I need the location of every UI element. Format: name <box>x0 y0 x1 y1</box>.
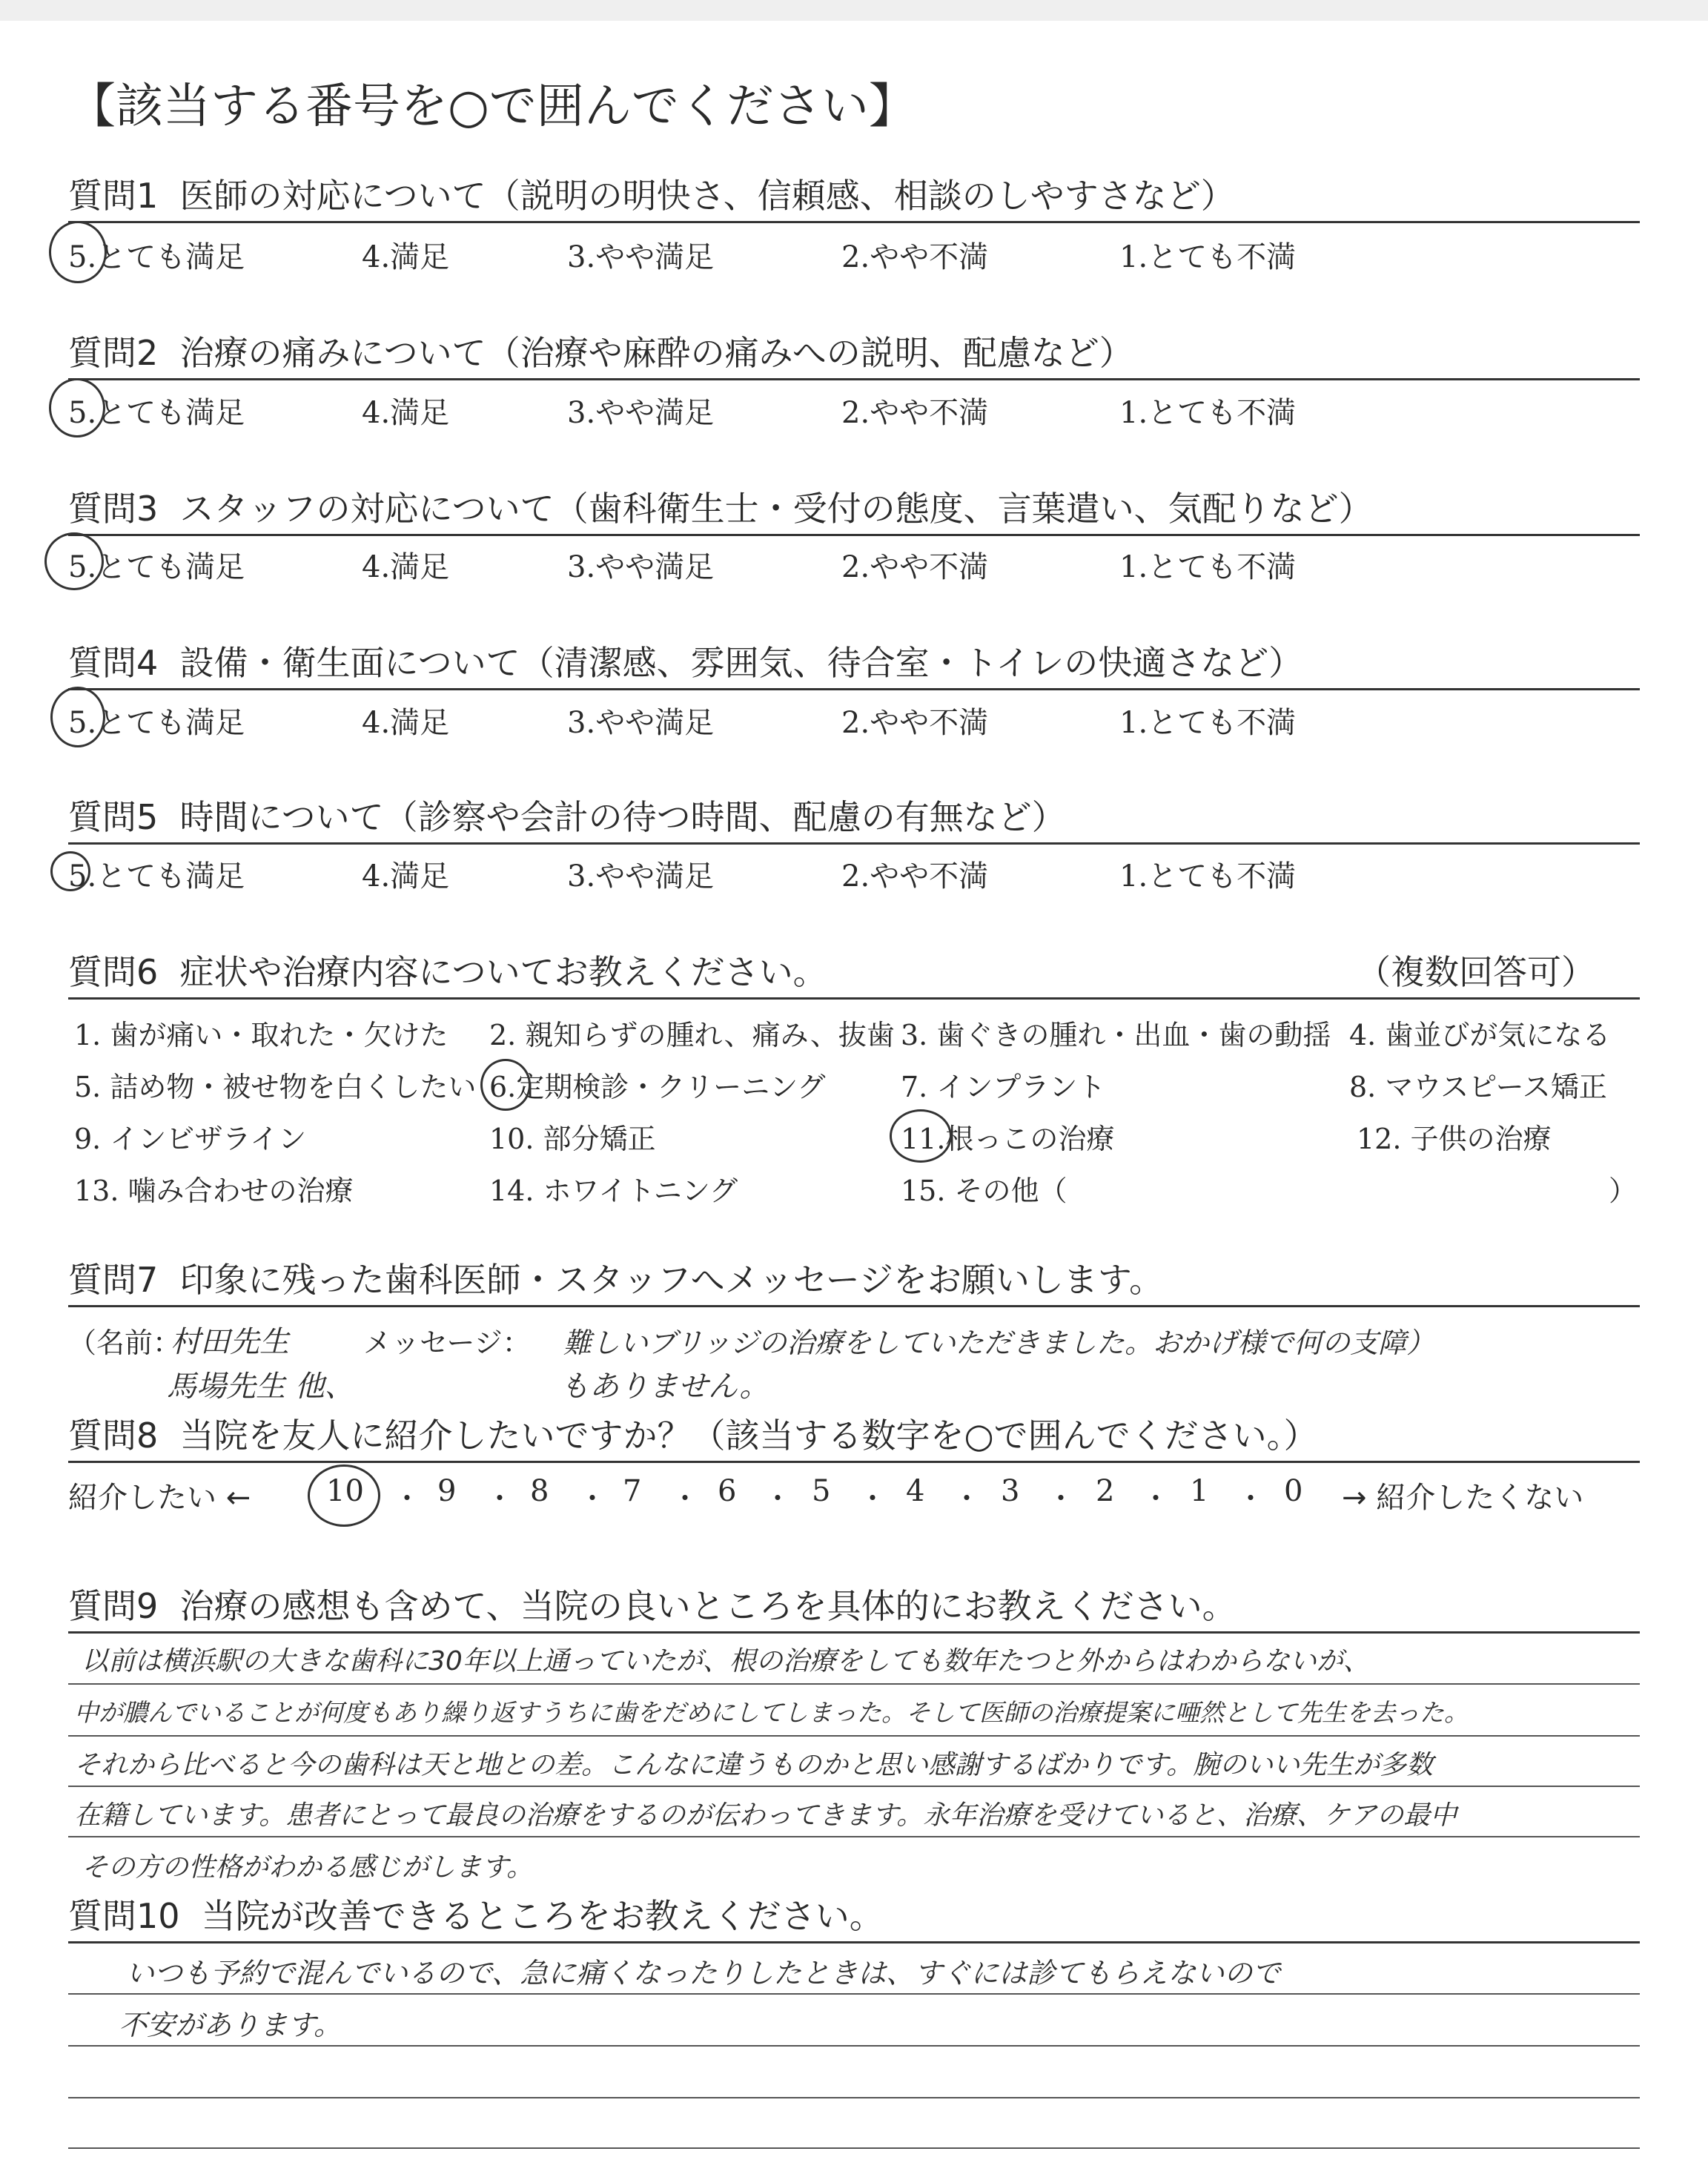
q10-label: 質問10 <box>68 1896 180 1936</box>
q7-name-line2: 馬場先生 他、 <box>167 1370 354 1404</box>
q5-option-2[interactable]: 2.やや不満 <box>841 859 989 894</box>
q8-dot: ・ <box>578 1482 607 1515</box>
q9-answer-rule <box>68 1786 1640 1787</box>
q9-answer-line2: 中が膿んでいることが何度もあり繰り返すうちに歯をだめにしてしまった。そして医師の治療提案に唖然として先生を去った。 <box>74 1698 1469 1727</box>
q4-selection-circle <box>50 687 105 747</box>
q8-scale-3[interactable]: 3 <box>1001 1474 1020 1508</box>
q6-item-1[interactable]: 1. 歯が痛い・取れた・欠けた <box>74 1019 448 1051</box>
q7-message-line2: もありません。 <box>560 1370 769 1404</box>
q1-option-1[interactable]: 1.とても不満 <box>1119 240 1297 274</box>
q3-heading <box>68 482 1373 531</box>
q2-rule <box>68 378 1640 380</box>
q4-rule <box>68 688 1640 690</box>
q6-item-6-selection-circle <box>480 1059 531 1111</box>
page-title: 【該当する番号を○で囲んでください】 <box>68 79 916 134</box>
q5-heading <box>68 790 1066 839</box>
q1-label: 質問1 <box>68 176 159 216</box>
q6-item-4[interactable]: 4. 歯並びが気になる <box>1349 1019 1611 1051</box>
q8-dot: ・ <box>1142 1482 1171 1515</box>
q6-label: 質問6 <box>68 952 159 992</box>
q8-dot: ・ <box>393 1482 422 1515</box>
q5-label: 質問5 <box>68 797 159 837</box>
q9-answer-rule <box>68 1735 1640 1737</box>
q3-option-1[interactable]: 1.とても不満 <box>1119 550 1297 584</box>
q2-option-5[interactable]: 5.とても満足 <box>68 396 245 430</box>
q10-answer-rule <box>68 2045 1640 2047</box>
q1-option-3[interactable]: 3.やや満足 <box>567 240 715 274</box>
q3-option-2[interactable]: 2.やや不満 <box>841 550 989 584</box>
q8-dot: ・ <box>1237 1482 1265 1515</box>
q6-item-15[interactable]: 15. その他（ <box>901 1175 1068 1207</box>
q8-left-label: 紹介したい ← <box>68 1481 251 1515</box>
q10-text: 当院が改善できるところをお教えください。 <box>201 1896 884 1936</box>
q6-heading <box>68 945 827 994</box>
q10-answer-rule <box>68 1993 1640 1995</box>
q6-text: 症状や治療内容についてお教えください。 <box>179 952 827 992</box>
q2-selection-circle <box>49 378 105 437</box>
q8-selection-circle <box>308 1464 380 1527</box>
q3-rule <box>68 534 1640 536</box>
q6-item-12[interactable]: 12. 子供の治療 <box>1357 1123 1552 1155</box>
q8-heading <box>68 1409 1318 1458</box>
q1-rule <box>68 221 1640 223</box>
q8-dot: ・ <box>764 1482 792 1515</box>
q9-answer-line1: 以前は横浜駅の大きな歯科に30年以上通っていたが、根の治療をしても数年たつと外からはわからないが、 <box>82 1646 1370 1677</box>
q4-option-3[interactable]: 3.やや満足 <box>567 706 715 740</box>
q6-item-6[interactable]: 6.定期検診・クリーニング <box>489 1071 826 1103</box>
q8-scale-6[interactable]: 6 <box>718 1474 737 1508</box>
q9-answer-rule <box>68 1836 1640 1837</box>
q7-name-line1: 村田先生 <box>171 1325 289 1359</box>
q9-answer-rule <box>68 1683 1640 1685</box>
q9-label: 質問9 <box>68 1586 159 1626</box>
q6-item-14[interactable]: 14. ホワイトニング <box>489 1175 738 1207</box>
q7-rule <box>68 1305 1640 1307</box>
q5-selection-circle <box>50 851 90 891</box>
q10-answer-rule <box>68 2147 1640 2149</box>
q8-dot: ・ <box>953 1482 982 1515</box>
q9-answer-line3: それから比べると今の歯科は天と地との差。こんなに違うものかと思い感謝するばかりです。腕のいい先生が多数 <box>74 1750 1434 1780</box>
q6-item-7[interactable]: 7. インプラント <box>901 1071 1106 1103</box>
q2-text: 治療の痛みについて（治療や麻酔の痛みへの説明、配慮など） <box>179 333 1133 373</box>
q1-selection-circle <box>49 221 107 283</box>
q4-option-2[interactable]: 2.やや不満 <box>841 706 989 740</box>
scan-top-edge <box>0 0 1708 21</box>
q10-answer-line2: 不安があります。 <box>119 2009 342 2041</box>
q8-dot: ・ <box>858 1482 887 1515</box>
q4-option-1[interactable]: 1.とても不満 <box>1119 706 1297 740</box>
q1-option-5[interactable]: 5.とても満足 <box>68 240 245 274</box>
q7-message-line1: 難しいブリッジの治療をしていただきました。おかげ様で何の支障） <box>563 1327 1434 1359</box>
q10-answer-line1: いつも予約で混んでいるので、急に痛くなったりしたときは、すぐには診てもらえないので <box>126 1957 1281 1989</box>
q5-option-5[interactable]: 5.とても満足 <box>68 859 245 894</box>
q9-answer-line5: その方の性格がわかる感じがします。 <box>82 1852 534 1883</box>
q5-option-1[interactable]: 1.とても不満 <box>1119 859 1297 894</box>
q10-answer-rule <box>68 2097 1640 2098</box>
q2-heading <box>68 326 1133 375</box>
q6-item-3[interactable]: 3. 歯ぐきの腫れ・出血・歯の動揺 <box>901 1019 1331 1051</box>
q6-rule <box>68 997 1640 1000</box>
q9-rule <box>68 1631 1640 1634</box>
q1-heading <box>68 169 1235 218</box>
q3-text: スタッフの対応について（歯科衛生士・受付の態度、言葉遣い、気配りなど） <box>179 489 1373 529</box>
q8-dot: ・ <box>486 1482 514 1515</box>
q8-scale-10[interactable]: 10 <box>326 1474 364 1508</box>
q4-option-4[interactable]: 4.満足 <box>362 706 450 740</box>
q5-option-3[interactable]: 3.やや満足 <box>567 859 715 894</box>
q6-item-15-close-paren: ） <box>1609 1175 1638 1207</box>
q3-option-3[interactable]: 3.やや満足 <box>567 550 715 584</box>
q6-item-10[interactable]: 10. 部分矯正 <box>489 1123 656 1155</box>
q8-scale-4[interactable]: 4 <box>906 1474 925 1508</box>
q7-text: 印象に残った歯科医師・スタッフへメッセージをお願いします。 <box>179 1260 1164 1300</box>
q1-option-2[interactable]: 2.やや不満 <box>841 240 989 274</box>
q6-item-13[interactable]: 13. 噛み合わせの治療 <box>74 1175 354 1207</box>
q8-dot: ・ <box>671 1482 700 1515</box>
q8-label: 質問8 <box>68 1416 159 1456</box>
q6-item-8[interactable]: 8. マウスピース矯正 <box>1349 1071 1607 1103</box>
q9-heading <box>68 1579 1237 1628</box>
q4-option-5[interactable]: 5.とても満足 <box>68 706 245 740</box>
q7-message-label: メッセージ： <box>363 1327 531 1359</box>
q3-selection-circle <box>44 532 104 590</box>
q8-dot: ・ <box>1047 1482 1076 1515</box>
q6-item-9[interactable]: 9. インビザライン <box>74 1123 307 1155</box>
q8-text: 当院を友人に紹介したいですか？（該当する数字を○で囲んでください。） <box>179 1416 1318 1456</box>
q8-scale-8[interactable]: 8 <box>530 1474 549 1508</box>
q6-note: （複数回答可） <box>1357 952 1595 992</box>
q9-answer-line4: 在籍しています。患者にとって最良の治療をするのが伝わってきます。永年治療を受けていると、治療、ケアの最中 <box>74 1800 1457 1831</box>
q3-option-5[interactable]: 5.とても満足 <box>68 550 245 584</box>
q8-scale-2[interactable]: 2 <box>1096 1474 1115 1508</box>
q8-scale-1[interactable]: 1 <box>1190 1474 1209 1508</box>
q5-rule <box>68 842 1640 845</box>
q8-rule <box>68 1461 1640 1463</box>
q10-rule <box>68 1941 1640 1943</box>
q8-scale-5[interactable]: 5 <box>812 1474 831 1508</box>
q5-text: 時間について（診察や会計の待つ時間、配慮の有無など） <box>179 797 1066 837</box>
q4-text: 設備・衛生面について（清潔感、雰囲気、待合室・トイレの快適さなど） <box>179 643 1303 683</box>
q8-scale-0[interactable]: 0 <box>1284 1474 1303 1508</box>
q6-item-11[interactable]: 11.根っこの治療 <box>901 1123 1115 1155</box>
q7-heading <box>68 1253 1163 1302</box>
q2-option-2[interactable]: 2.やや不満 <box>841 396 989 430</box>
q10-heading <box>68 1889 884 1938</box>
q6-item-11-selection-circle <box>890 1109 952 1163</box>
q8-scale-9[interactable]: 9 <box>437 1474 457 1508</box>
q4-label: 質問4 <box>68 643 159 683</box>
q9-text: 治療の感想も含めて、当院の良いところを具体的にお教えください。 <box>179 1586 1237 1626</box>
q3-label: 質問3 <box>68 489 159 529</box>
q6-item-5[interactable]: 5. 詰め物・被せ物を白くしたい <box>74 1071 477 1103</box>
q1-option-4[interactable]: 4.満足 <box>362 240 450 274</box>
q2-option-1[interactable]: 1.とても不満 <box>1119 396 1297 430</box>
q7-name-label: （名前： <box>68 1327 182 1359</box>
q8-right-label: → 紹介したくない <box>1342 1481 1584 1515</box>
q2-option-4[interactable]: 4.満足 <box>362 396 450 430</box>
q4-heading <box>68 636 1302 685</box>
q5-option-4[interactable]: 4.満足 <box>362 859 450 894</box>
q8-scale-7[interactable]: 7 <box>623 1474 642 1508</box>
q2-option-3[interactable]: 3.やや満足 <box>567 396 715 430</box>
q3-option-4[interactable]: 4.満足 <box>362 550 450 584</box>
q6-item-2[interactable]: 2. 親知らずの腫れ、痛み、抜歯 <box>489 1019 895 1051</box>
q7-label: 質問7 <box>68 1260 159 1300</box>
q1-text: 医師の対応について（説明の明快さ、信頼感、相談のしやすさなど） <box>179 176 1235 216</box>
q2-label: 質問2 <box>68 333 159 373</box>
